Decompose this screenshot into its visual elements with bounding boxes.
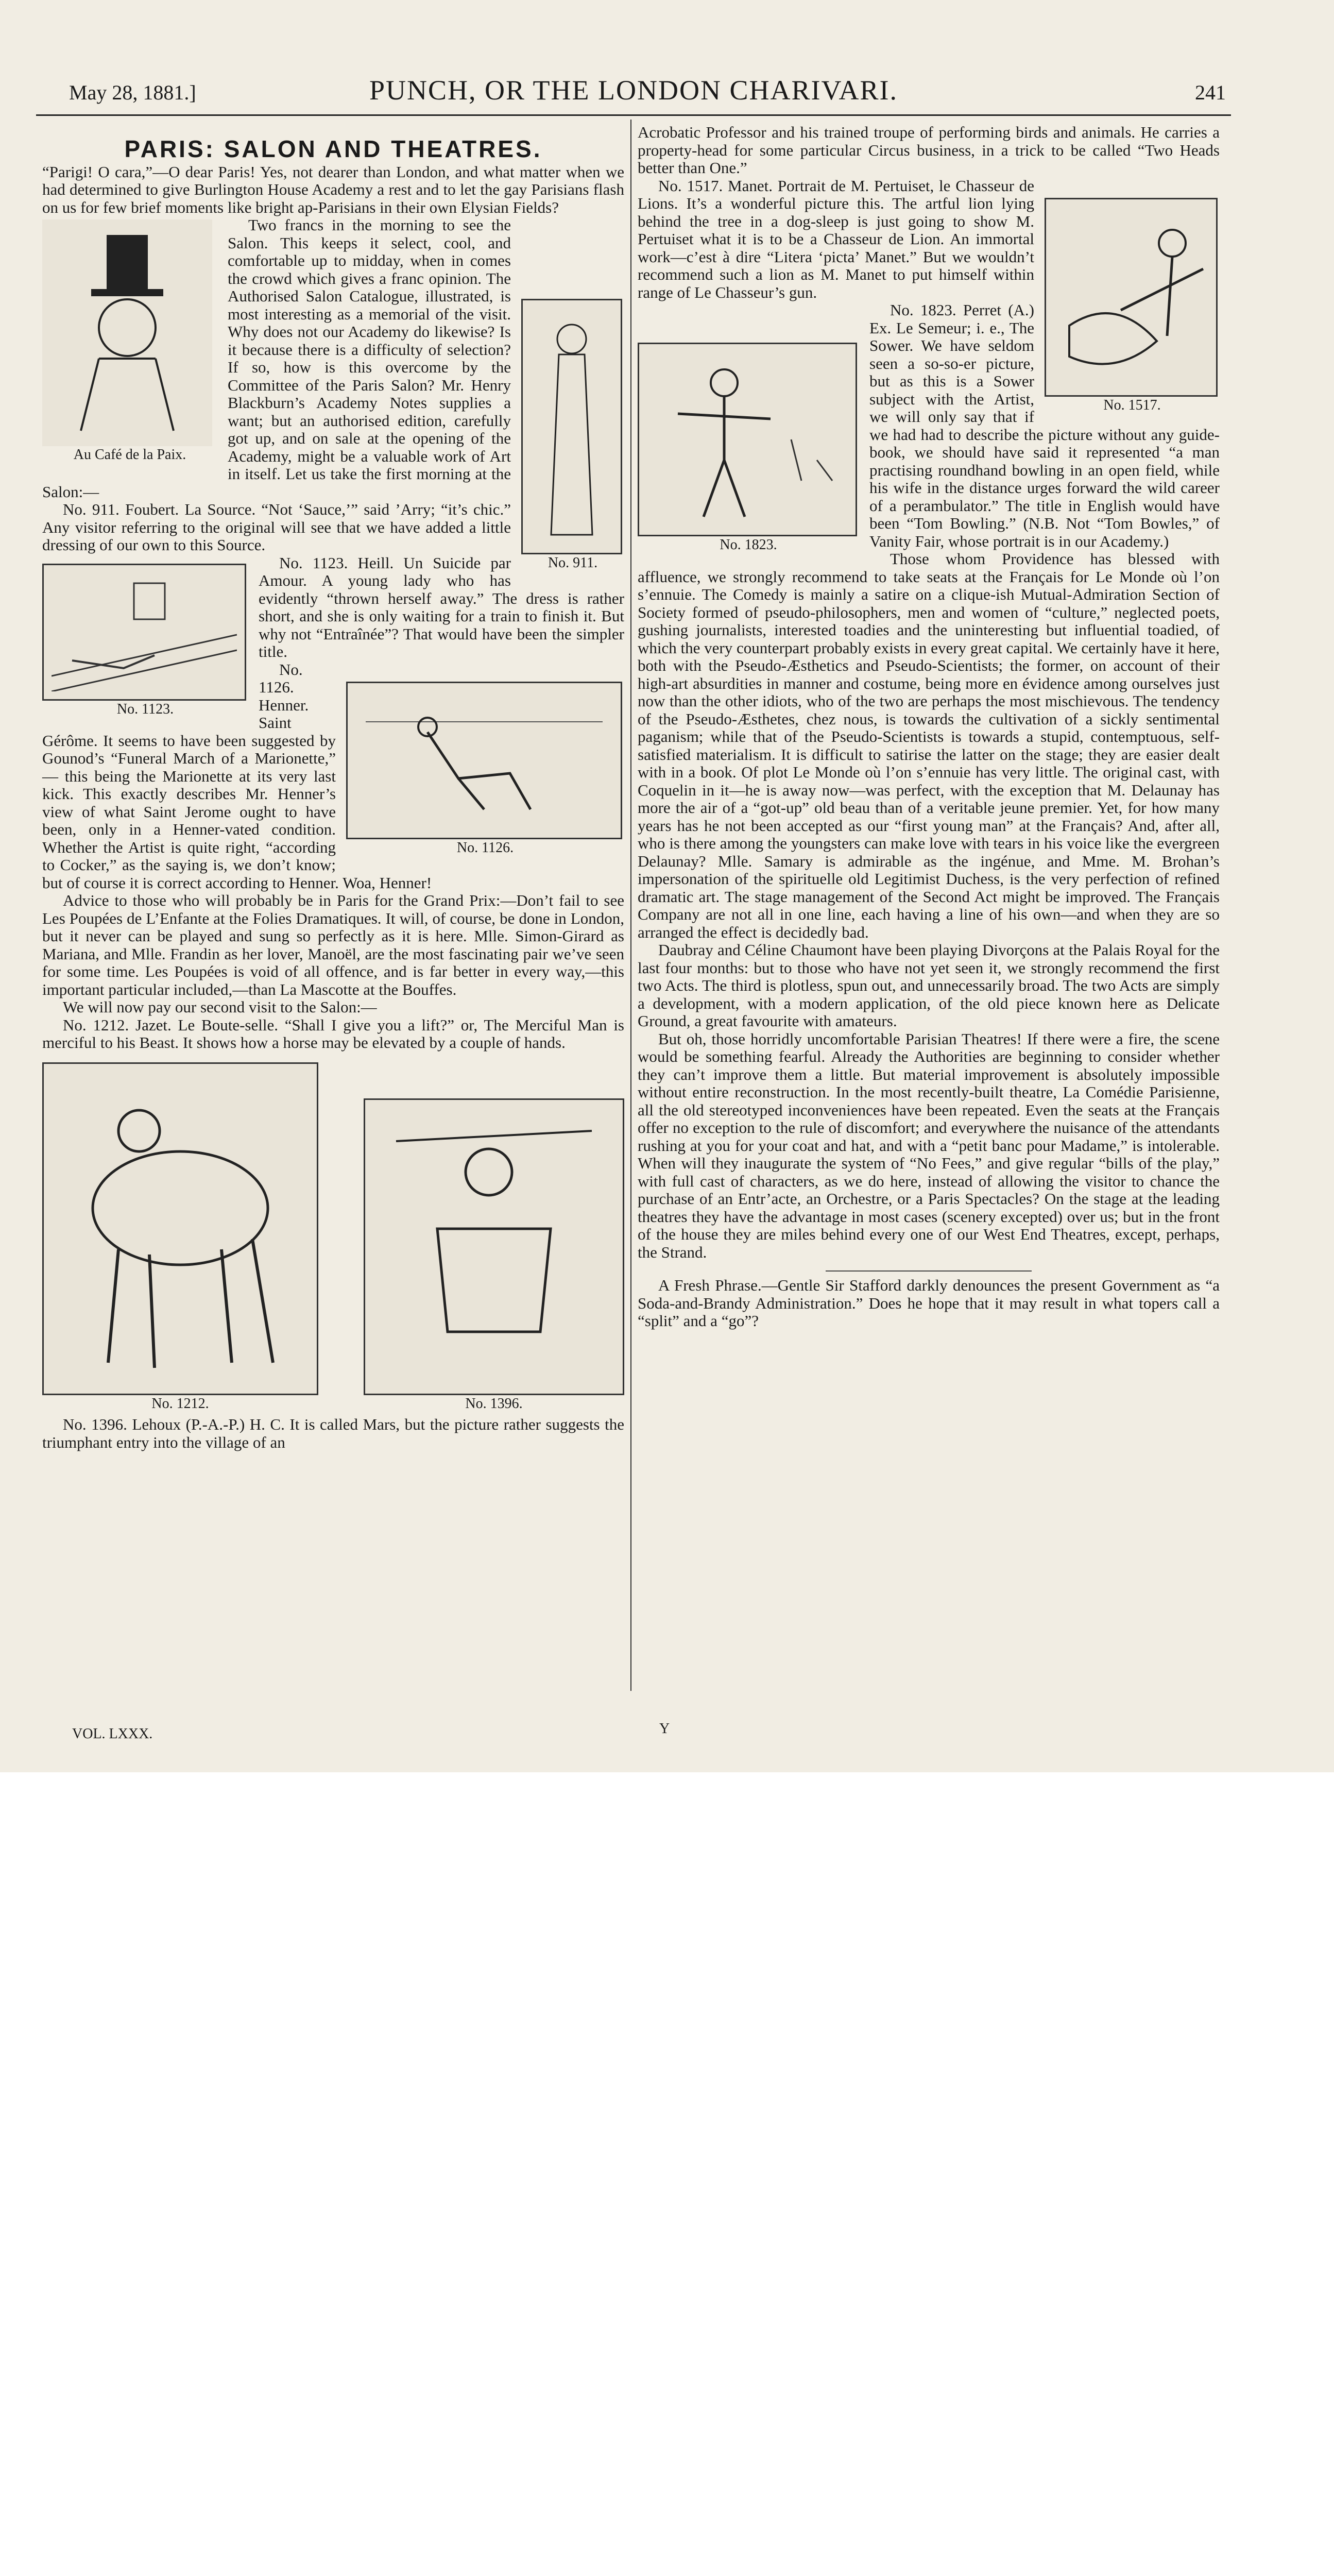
figure-cafe xyxy=(42,219,217,464)
paragraph: No. 911. Foubert. La Source. “Not ‘Sauce,’” said ’Arry; “it’s chic.” Any visitor referring to the original will see that we have added a little dressing of our own to this Source. xyxy=(42,500,511,554)
article-title: PARIS: SALON AND THEATRES. xyxy=(124,135,542,162)
standing-woman-icon xyxy=(541,313,603,540)
paragraph: Advice to those who will probably be in Paris for the Grand Prix:—Don’t fail to see Les Poupées de L’Enfante at the Folies Dramatiques. It will, of course, be done in London, but it never can be played and sung so perfectly as it is here. Mlle. Simon-Girard as Mariana, and Mlle. Frandin as her lover, Manoël, are the most fascinating pair we’ve seen for some time. Les Poupées is void of all offence, and is far better in every way,—this important particular included,—than La Mascotte at the Bouffes. xyxy=(42,891,624,998)
digitization-banner xyxy=(0,1772,1334,1869)
paragraph: No. 1396. Lehoux (P.-A.-P.) H. C. It is called Mars, but the picture rather suggests the triumphant entry into the village of an xyxy=(42,1415,624,1451)
illustration-1126 xyxy=(346,682,622,839)
paragraph: “Parigi! O cara,”—O dear Paris! Yes, not dearer than London, and what matter when we had determined to give Burlington House Academy a rest and to let the gay Parisians flash on us for few brief moments like bright ap-Parisians in their own Elysian Fields? xyxy=(42,162,624,216)
reclining-figure-icon xyxy=(355,691,613,830)
illustration-1823 xyxy=(638,343,857,536)
paragraph: No. 1123. Heill. Un Suicide par Amour. A young lady who has evidently “thrown herself away.” The dress is rather short, and she is only waiting for a train to finish it. But why not “Entraînée”? That would have been the simpler title. xyxy=(259,553,624,660)
issue-date: May 28, 1881.] xyxy=(69,81,196,104)
caption-1126: No. 1126. xyxy=(456,839,514,856)
signature-mark: Y xyxy=(659,1721,670,1737)
right-column xyxy=(638,124,1220,1330)
figure-1396 xyxy=(364,1098,624,1413)
railway-scene-icon xyxy=(52,573,237,691)
illustration-cafe xyxy=(42,219,212,446)
paragraph: No. 1517. Manet. Portrait de M. Pertuiset, le Chasseur de Lions. It’s a wonderful picture this. The artful lion lying behind the tree in a dog-sleep is just going to show M. Pertuiset what it is to be a Chasseur de Lion. An immortal work—c’est à dire “Litera ‘picta’ Manet.” But we wouldn’t recommend such a lion as M. Manet to put himself within range of Le Chasseur’s gun. xyxy=(638,176,1034,301)
figure-1517 xyxy=(1045,198,1220,415)
caption-1123: No. 1123. xyxy=(116,701,174,717)
figure-1123 xyxy=(42,564,248,719)
paragraph: We will now pay our second visit to the Salon:— xyxy=(63,998,377,1016)
section-rule xyxy=(826,1270,1032,1272)
page-number: 241 xyxy=(1195,81,1226,104)
column-divider xyxy=(630,120,631,1691)
volume-label: VOL. LXXX. xyxy=(72,1726,153,1742)
fresh-phrase-paragraph: A Fresh Phrase.—Gentle Sir Stafford darkly denounces the present Government as “a Soda-and-Brandy Administration.” Does he hope that it may result in what topers call a “split” and a “go”? xyxy=(638,1276,1220,1330)
left-column xyxy=(42,124,624,1451)
hunter-with-gun-icon xyxy=(1054,207,1208,387)
sower-figure-icon xyxy=(647,352,848,527)
paragraph: Those whom Providence has blessed with affluence, we strongly recommend to take seats at the Français for Le Monde où l’on s’ennuie. The Comedy is mainly a satire on a clique-ish Mutual-Admiration Section of Society formed of pseudo-philosophers, men and women of “culture,” neglected poets, gushing journalists, interested toadies and the uninteresting but influential toadied, of which the very counterpart probably exists in every great capital. We certainly have it here, both with the Pseudo-Æsthetics and Pseudo-Scientists; the former, on account of their high-art absurdities in manner and costume, being more en évidence among ourselves just now than the other idiots, who of the two are perhaps the most mischievous. The tendency of the Pseudo-Æsthetes, chez nous, is towards the cultivation of a sickly sentimental paganism; while that of the Pseudo-Scientists is towards a stupid, contemptuous, self-satisfied materialism. It is difficult to satirise the latter on the stage; they are easier dealt with in a book. Of plot Le Monde où l’on s’ennuie has very little. The original cast, with Coquelin in it—he is away now—was perfect, with the exception that M. Delaunay has more the air of a “got-up” old beau than of a veritable jeune premier. Yet, for how many years has he not been accepted as our “first young man” at the Français? And, after all, who is there among the youngsters can make love with tears in his voice like the evergreen Delaunay? Mlle. Samary is admirable as the ingénue, and Mme. M. Brohan’s impersonation of the spirituelle old Legitimist Duchess, is the very perfection of refined dramatic art. The stage management of the Second Act might be improved. The Français Company are not all in one line, each having a line of his own—and when they are so arranged the effect is decidedly bad. xyxy=(638,550,1220,941)
figure-1823 xyxy=(638,343,859,554)
figure-1126 xyxy=(346,682,624,857)
caption-1517: No. 1517. xyxy=(1103,397,1161,413)
figure-911 xyxy=(521,299,624,572)
top-hat-figure-icon xyxy=(50,225,204,441)
paragraph: Two francs in the morning to see the Salon. This keeps it select, cool, and comfortable up to midday, when in comes the crowd which gives a franc opinion. The Authorised Salon Catalogue, illustrated, is most interesting as a memorial of the visit. Why does not our Academy do likewise? Is it because there is a difficulty of selection? If so, how is this overcome by the Committee of the Paris Salon? Mr. Henry Blackburn’s Academy Notes supplies a want; but an authorised edition, carefully got up, and on sale at the opening of the Academy, might be a valuable work of Art in itself. Let us take the first morning at the Salon:— xyxy=(42,216,511,501)
illustration-1517 xyxy=(1045,198,1218,397)
paragraph: No. 1126. Henner. Saint Gérôme. It seems to have been suggested by Gounod’s “Funeral March of a Marionette,” — this being the Marionette at its very last kick. This exactly describes Mr. Henner’s view of what Saint Jerome ought to have been, only in a Henner-vated condition. Whether the Artist is quite right, “according to Cocker,” as the saying is, we don’t know; but of course it is correct according to Henner. Woa, Henner! xyxy=(42,660,432,892)
paragraph: Acrobatic Professor and his trained troupe of performing birds and animals. He carries a property-head for some particular Circus business, in a trick to be called “Two Heads better than One.” xyxy=(638,123,1220,177)
horse-and-man-icon xyxy=(57,1074,304,1383)
caption-1396: No. 1396. xyxy=(465,1395,523,1412)
masthead-title: PUNCH, OR THE LONDON CHARIVARI. xyxy=(369,75,898,106)
illustration-911 xyxy=(521,299,622,554)
bottom-figures xyxy=(42,1062,624,1413)
caption-1212: No. 1212. xyxy=(151,1395,209,1412)
illustration-1396 xyxy=(364,1098,624,1395)
caption-cafe: Au Café de la Paix. xyxy=(73,447,186,463)
figure-1212 xyxy=(42,1062,318,1413)
paragraph: But oh, those horridly uncomfortable Parisian Theatres! If there were a fire, the scene would be something fearful. Already the Authorities are beginning to consider whether they can’t improve them a little. But material improvement is absolutely impossible without entire reconstruction. In the most recently-built theatre, La Comédie Parisienne, all the old stereotyped inconveniences have been repeated. Even the seats at the Français offer no exception to the rule of discomfort; and everywhere the nuisance of the attendants rushing at you for your coat and hat, and with a “petit banc pour Madame,” is intolerable. When will they inaugurate the system of “No Fees,” and give regular “bills of the play,” with full cast of characters, as we do here, instead of allowing the visitor to chance the purchase of an Entr’acte, an Orchestre, or a Paris Spectacles? On the stage at the leading theatres they have the advantage in most cases (scenery excepted) over us; but in the front of the house they are miles behind every one of our West End Theatres, except, perhaps, the Strand. xyxy=(638,1029,1220,1261)
procession-scene-icon xyxy=(375,1110,612,1383)
caption-911: No. 911. xyxy=(548,555,598,571)
illustration-1212 xyxy=(42,1062,318,1395)
page-header xyxy=(36,71,1231,116)
paragraph: No. 1212. Jazet. Le Boute-selle. “Shall I give you a lift?” or, The Merciful Man is merciful to his Beast. It shows how a horse may be elevated by a couple of hands. xyxy=(42,1015,624,1052)
paragraph: No. 1823. Perret (A.) Ex. Le Semeur; i. e., The Sower. We have seldom seen a so-so-er picture, but as this is a Sower subject with the Artist, we will only say that if we had had to describe the picture without any guide-book, we should have said it represented “a man practising roundhand bowling in an open field, while his wife in the distance urges forward the wild career of a perambulator.” The title in English would have been “Tom Bowling.” (N.B. Not “Tom Bowles,” of Vanity Fair, whose portrait is in our Academy.) xyxy=(869,301,1220,550)
paragraph: Daubray and Céline Chaumont have been playing Divorçons at the Palais Royal for the last four months: but to those who have not yet seen it, we strongly recommend the first two Acts. The third is plotless, spun out, and unnecessarily broad. The two Acts are simply a development, with a modern application, of the old piece known here as Delicate Ground, a great favourite with amateurs. xyxy=(638,941,1220,1030)
illustration-1123 xyxy=(42,564,246,701)
caption-1823: No. 1823. xyxy=(720,537,777,553)
